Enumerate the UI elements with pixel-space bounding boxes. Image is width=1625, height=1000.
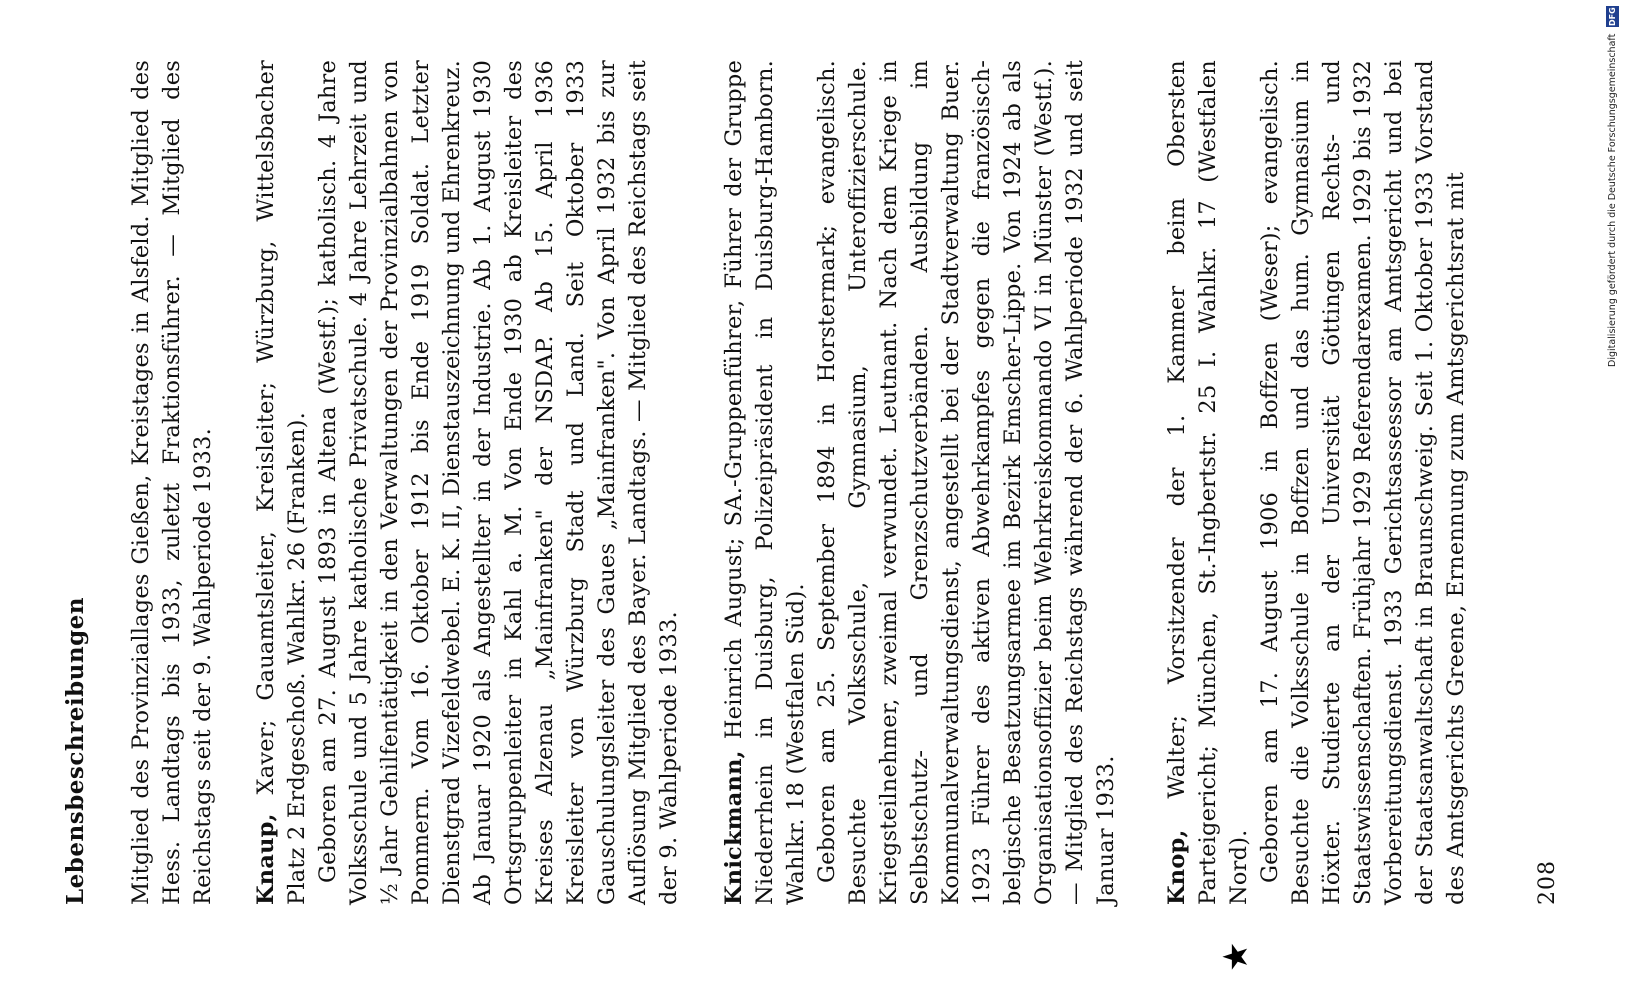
entry-knaup [251, 60, 685, 905]
star-marker-icon: ★ [1216, 941, 1256, 972]
entry-knickmann [719, 60, 1122, 905]
dfg-funding-note [1606, 6, 1619, 591]
entry-knop [1162, 60, 1472, 905]
page-number: 208 [1535, 860, 1560, 905]
page-header: Lebensbeschreibungen [62, 596, 89, 905]
entry-knickmann-intro: Heinrich August; SA.-Gruppenführer, Führer der Gruppe Niederrhein in Duisburg, Polizeipräsident in Duisburg-Hamborn. Wahlkr. 18 (Westfalen Süd). [721, 60, 809, 905]
entry-knickmann-body: Geboren am 25. September 1894 in Horstermark; evangelisch. Besuchte Volksschule, Gymnasium, Unteroffizierschule. Kriegsteilnehmer, zweimal verwundet. Leutnant. Nach dem Kriege in Selbstschutz- und Grenzschutzverbänden. Ausbildung im Kommunalverwaltungsdienst, angestellt bei der Stadtverwaltung Buer. 1923 Führer des aktiven Abwehrkampfes gegen die französisch-belgische Besatzungsarmee im Bezirk Emscher-Lippe. Von 1924 ab als Organisationsoffizier beim Wehrkreiskommando VI in Münster (Westf.). — Mitglied des Reichstags während der 6. Wahlperiode 1932 und seit Januar 1933. [814, 60, 1119, 905]
dfg-logo-badge: DFG [1608, 7, 1617, 26]
entry-knickmann-intro-line [719, 60, 812, 905]
entry-knaup-name: Knaup, [253, 813, 279, 905]
entry-knaup-intro: Xaver; Gauamtsleiter, Kreisleiter; Würzburg, Wittelsbacher Platz 2 Erdgeschoß. Wahlkr. 26 (Franken). [253, 60, 310, 905]
entry-knaup-body: Geboren am 27. August 1893 in Altena (Westf.); katholisch. 4 Jahre Volksschule und 5 Jahre katholische Privatschule. 4 Jahre Lehrzeit und ½ Jahr Gehilfentätigkeit in den Verwaltungen der Provinzialbahnen von Pommern. Vom 16. Oktober 1912 bis Ende 1919 Soldat. Letzter Dienstgrad Vizefeldwebel. E. K. II, Dienstauszeichnung und Ehrenkreuz. Ab Januar 1920 als Angestellter in der Industrie. Ab 1. August 1930 Ortsgruppenleiter in Kahl a. M. Von Ende 1930 ab Kreisleiter des Kreises Alzenau „Mainfranken" der NSDAP. Ab 15. April 1936 Kreisleiter von Würzburg Stadt und Land. Seit Oktober 1933 Gauschulungsleiter des Gaues „Mainfranken". Von April 1932 bis zur Auflösung Mitglied des Bayer. Landtags. — Mitglied des Reichstags seit der 9. Wahlperiode 1933. [315, 60, 682, 905]
dfg-funding-text: Digitalisierung gefördert durch die Deutsche Forschungsgemeinschaft [1607, 33, 1618, 368]
entry-knop-name: Knop, [1164, 829, 1190, 905]
entry-knickmann-name: Knickmann, [721, 750, 747, 905]
entry-continuation [126, 60, 219, 905]
entry-knop-body: Geboren am 17. August 1906 in Boffzen (Weser); evangelisch. Besuchte die Volksschule in Boffzen und das hum. Gymnasium in Höxter. Studierte an der Universität Göttingen Rechts- und Staatswissenschaften. Frühjahr 1929 Referendarexamen. 1929 bis 1932 Vorbereitungsdienst. 1933 Gerichtsassessor am Amtsgericht und bei der Staatsanwaltschaft in Braunschweig. Seit 1. Oktober 1933 Vorstand des Amtsgerichts Greene, Ernennung zum Amtsgerichtsrat mit [1257, 60, 1469, 905]
entry-continuation-text: Mitglied des Provinziallages Gießen, Kreistages in Alsfeld. Mitglied des Hess. Landtags bis 1933, zuletzt Fraktionsführer. — Mitglied des Reichstags seit der 9. Wahlperiode 1933. [128, 60, 216, 905]
entry-knaup-intro-line [251, 60, 313, 905]
entry-knop-intro-line [1162, 60, 1255, 905]
entry-knop-intro: Walter; Vorsitzender der 1. Kammer beim Obersten Parteigericht; München, St.-Ingbertstr. 25 I. Wahlkr. 17 (Westfalen Nord). [1164, 60, 1252, 905]
